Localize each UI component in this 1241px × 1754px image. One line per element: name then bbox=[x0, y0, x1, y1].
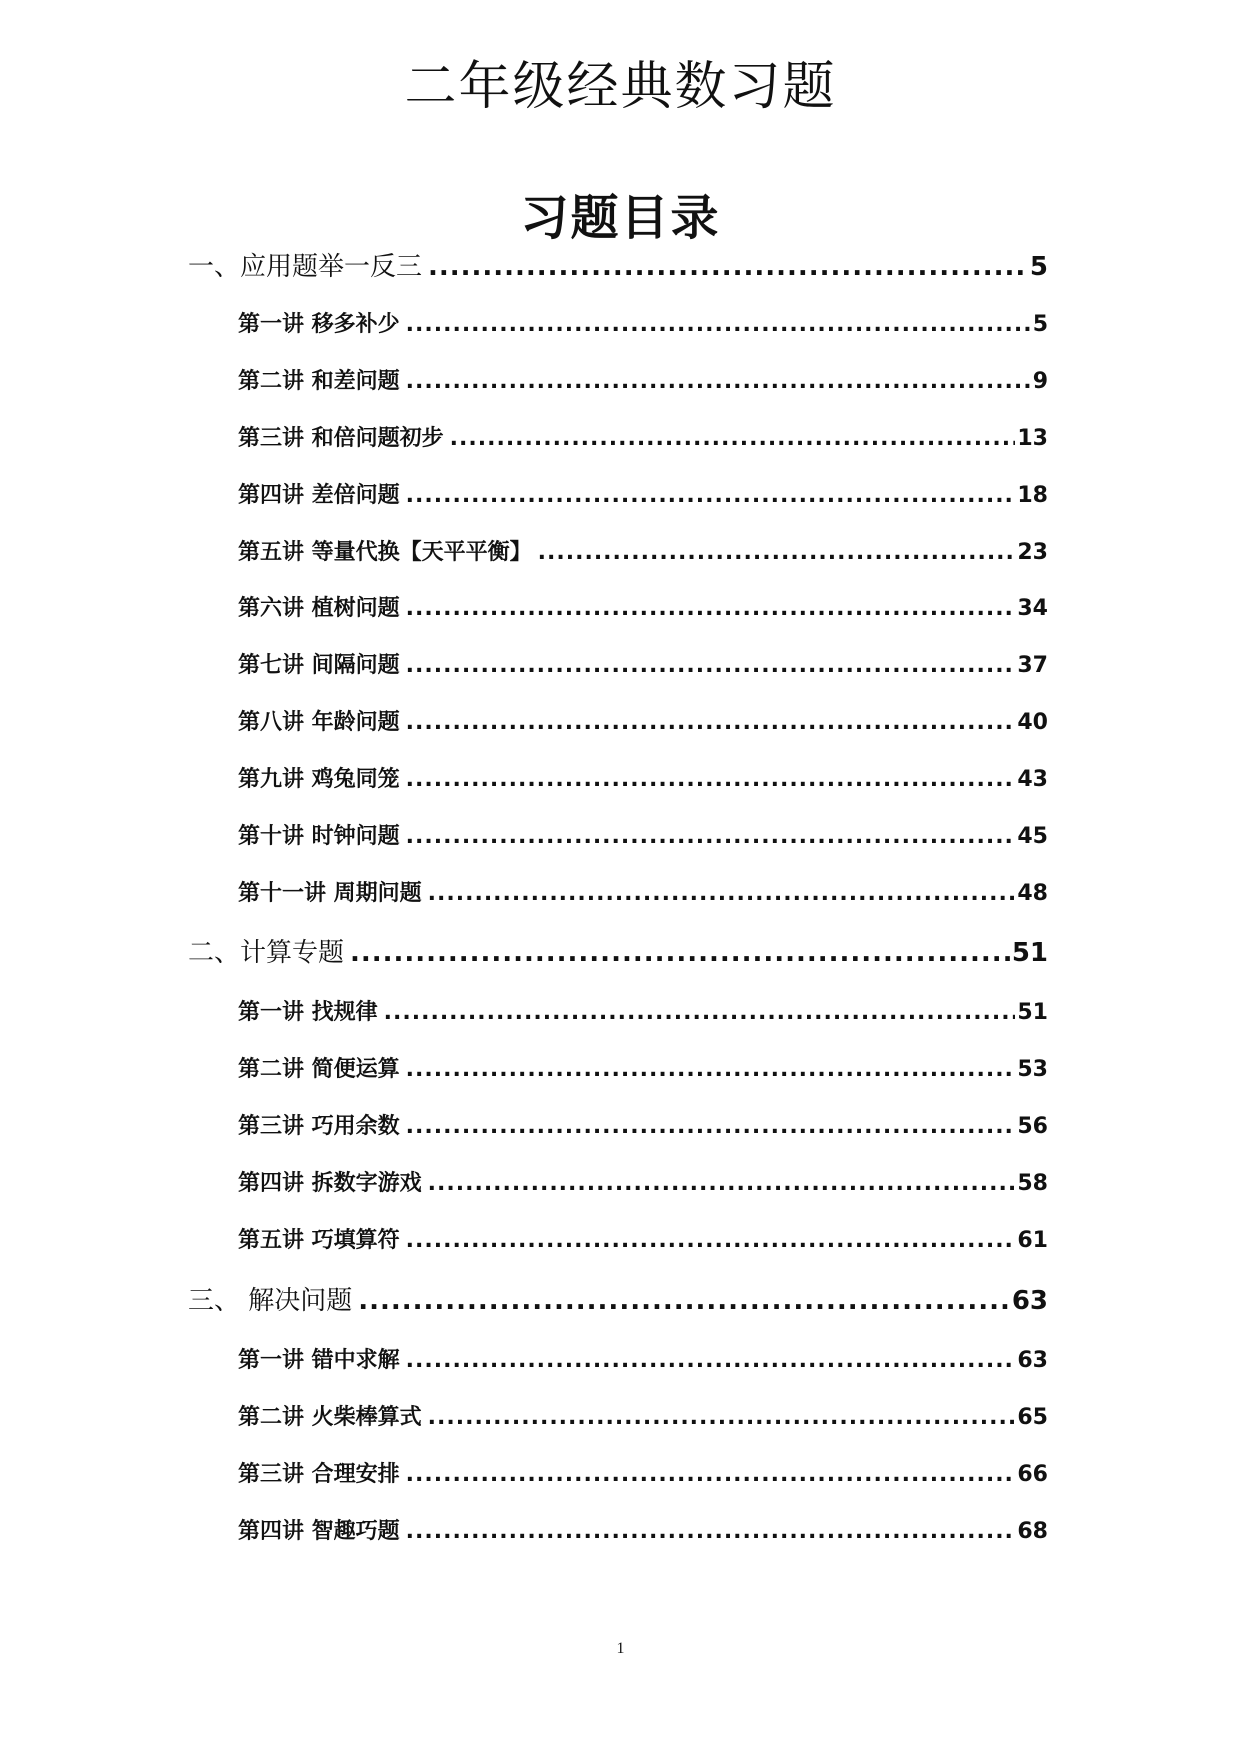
toc-entry-label: 第四讲 拆数字游戏 bbox=[238, 1171, 422, 1196]
toc-entry-page-number: 18 bbox=[1017, 483, 1048, 508]
toc-entry-label: 第十一讲 周期问题 bbox=[238, 881, 422, 906]
toc-dot-leader bbox=[406, 821, 1016, 853]
toc-entry-label: 第三讲 巧用余数 bbox=[238, 1114, 400, 1139]
toc-entry-page-number: 61 bbox=[1017, 1228, 1048, 1253]
toc-entry-page-number: 45 bbox=[1017, 824, 1048, 849]
toc-dot-leader bbox=[406, 309, 1031, 341]
toc-lecture-entry[interactable] bbox=[238, 997, 1048, 1029]
toc-entry-label: 第十讲 时钟问题 bbox=[238, 824, 400, 849]
toc-entry-label: 第九讲 鸡兔同笼 bbox=[238, 767, 400, 792]
toc-entry-label: 二、计算专题 bbox=[188, 938, 345, 968]
toc-dot-leader bbox=[428, 1402, 1016, 1434]
toc-lecture-entry[interactable] bbox=[238, 1225, 1048, 1257]
toc-entry-page-number: 56 bbox=[1017, 1114, 1048, 1139]
toc-lecture-entry[interactable] bbox=[238, 878, 1048, 910]
toc-lecture-entry[interactable] bbox=[238, 309, 1048, 341]
toc-entry-page-number: 51 bbox=[1011, 938, 1048, 968]
toc-section-entry[interactable] bbox=[188, 249, 1048, 285]
toc-dot-leader bbox=[406, 1345, 1016, 1377]
toc-entry-label: 第四讲 智趣巧题 bbox=[238, 1519, 400, 1544]
toc-entry-page-number: 63 bbox=[1017, 1348, 1048, 1373]
toc-dot-leader bbox=[358, 1283, 1010, 1319]
toc-entry-label: 第五讲 等量代换【天平平衡】 bbox=[238, 540, 532, 565]
toc-entry-label: 第四讲 差倍问题 bbox=[238, 483, 400, 508]
toc-entry-page-number: 37 bbox=[1017, 653, 1048, 678]
toc-entry-label: 第一讲 找规律 bbox=[238, 1000, 378, 1025]
toc-lecture-entry[interactable] bbox=[238, 1111, 1048, 1143]
toc-lecture-entry[interactable] bbox=[238, 1168, 1048, 1200]
toc-dot-leader bbox=[428, 1168, 1016, 1200]
toc-lecture-entry[interactable] bbox=[238, 1345, 1048, 1377]
toc-lecture-entry[interactable] bbox=[238, 764, 1048, 796]
toc-entry-page-number: 5 bbox=[1029, 252, 1048, 282]
page-number: 1 bbox=[616, 1640, 625, 1657]
toc-entry-page-number: 58 bbox=[1017, 1171, 1048, 1196]
toc-dot-leader bbox=[406, 1054, 1016, 1086]
toc-lecture-entry[interactable] bbox=[238, 537, 1048, 569]
toc-entry-label: 第五讲 巧填算符 bbox=[238, 1228, 400, 1253]
toc-dot-leader bbox=[406, 1225, 1016, 1257]
document-title: 二年级经典数习题 bbox=[404, 57, 837, 117]
toc-entry-page-number: 68 bbox=[1017, 1519, 1048, 1544]
toc-lecture-entry[interactable] bbox=[238, 1402, 1048, 1434]
toc-dot-leader bbox=[450, 423, 1016, 455]
toc-lecture-entry[interactable] bbox=[238, 423, 1048, 455]
toc-dot-leader bbox=[406, 764, 1016, 796]
toc-lecture-entry[interactable] bbox=[238, 1516, 1048, 1548]
toc-dot-leader bbox=[406, 1516, 1016, 1548]
toc-dot-leader bbox=[384, 997, 1016, 1029]
toc-dot-leader bbox=[538, 537, 1016, 569]
toc-entry-page-number: 34 bbox=[1017, 596, 1048, 621]
toc-entry-label: 第二讲 和差问题 bbox=[238, 369, 400, 394]
toc-entry-page-number: 9 bbox=[1032, 369, 1048, 394]
toc-entry-label: 第三讲 和倍问题初步 bbox=[238, 426, 444, 451]
toc-lecture-entry[interactable] bbox=[238, 1054, 1048, 1086]
toc-entry-page-number: 5 bbox=[1032, 312, 1048, 337]
toc-entry-page-number: 40 bbox=[1017, 710, 1048, 735]
toc-entry-label: 第一讲 移多补少 bbox=[238, 312, 400, 337]
toc-dot-leader bbox=[406, 1459, 1016, 1491]
toc-dot-leader bbox=[350, 935, 1010, 971]
toc-entry-page-number: 65 bbox=[1017, 1405, 1048, 1430]
toc-entry-page-number: 23 bbox=[1017, 540, 1048, 565]
toc-entry-page-number: 51 bbox=[1017, 1000, 1048, 1025]
toc-section-entry[interactable] bbox=[188, 1283, 1048, 1319]
toc-entry-label: 一、应用题举一反三 bbox=[188, 252, 423, 282]
toc-entry-label: 第二讲 火柴棒算式 bbox=[238, 1405, 422, 1430]
toc-entry-label: 第八讲 年龄问题 bbox=[238, 710, 400, 735]
toc-dot-leader bbox=[406, 480, 1016, 512]
toc-entry-label: 第三讲 合理安排 bbox=[238, 1462, 400, 1487]
toc-entry-page-number: 66 bbox=[1017, 1462, 1048, 1487]
toc-lecture-entry[interactable] bbox=[238, 707, 1048, 739]
toc-dot-leader bbox=[406, 1111, 1016, 1143]
toc-entry-label: 第七讲 间隔问题 bbox=[238, 653, 400, 678]
toc-dot-leader bbox=[428, 249, 1028, 285]
toc-entry-label: 第二讲 简便运算 bbox=[238, 1057, 400, 1082]
toc-entry-page-number: 53 bbox=[1017, 1057, 1048, 1082]
toc-section-entry[interactable] bbox=[188, 935, 1048, 971]
toc-lecture-entry[interactable] bbox=[238, 650, 1048, 682]
toc-dot-leader bbox=[406, 707, 1016, 739]
toc-entry-label: 第一讲 错中求解 bbox=[238, 1348, 400, 1373]
toc-heading: 习题目录 bbox=[520, 190, 721, 246]
toc-entry-label: 第六讲 植树问题 bbox=[238, 596, 400, 621]
toc-lecture-entry[interactable] bbox=[238, 593, 1048, 625]
toc-entry-page-number: 63 bbox=[1011, 1286, 1048, 1316]
toc-dot-leader bbox=[406, 650, 1016, 682]
toc-dot-leader bbox=[406, 593, 1016, 625]
toc-lecture-entry[interactable] bbox=[238, 1459, 1048, 1491]
toc-entry-page-number: 13 bbox=[1017, 426, 1048, 451]
toc-lecture-entry[interactable] bbox=[238, 366, 1048, 398]
toc-lecture-entry[interactable] bbox=[238, 480, 1048, 512]
toc-dot-leader bbox=[406, 366, 1031, 398]
toc-lecture-entry[interactable] bbox=[238, 821, 1048, 853]
toc-dot-leader bbox=[428, 878, 1016, 910]
toc-entry-page-number: 48 bbox=[1017, 881, 1048, 906]
toc-entry-page-number: 43 bbox=[1017, 767, 1048, 792]
toc-entry-label: 三、 解决问题 bbox=[188, 1286, 353, 1316]
